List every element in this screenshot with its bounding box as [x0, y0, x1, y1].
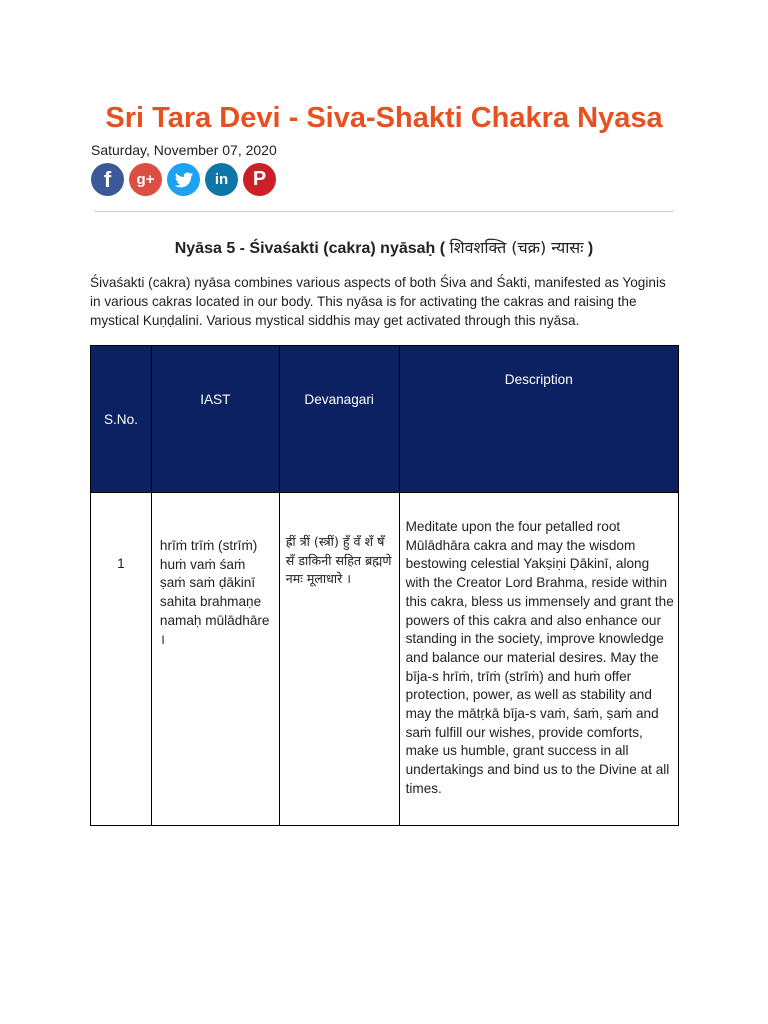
twitter-icon: [174, 170, 194, 190]
header-devanagari: Devanagari: [279, 346, 399, 493]
section-heading-devanagari: शिवशक्ति (चक्र) न्यासः: [449, 238, 584, 257]
googleplus-icon: g+: [136, 171, 155, 188]
linkedin-share-button[interactable]: [205, 163, 238, 196]
section-heading: [0, 236, 768, 258]
nyasa-table: [90, 345, 679, 826]
facebook-share-button[interactable]: [91, 163, 124, 196]
googleplus-share-button[interactable]: [129, 163, 162, 196]
section-heading-close: ): [583, 240, 594, 257]
divider: [94, 211, 674, 212]
share-buttons: [91, 163, 276, 196]
pinterest-share-button[interactable]: [243, 163, 276, 196]
linkedin-icon: in: [214, 171, 229, 188]
header-description: Description: [399, 346, 678, 493]
cell-iast: hrīṁ trīṁ (strīṁ) huṁ vaṁ śaṁ ṣaṁ saṁ ḍākinī sahita brahmaṇe namaḥ mūlādhāre ।: [151, 493, 279, 826]
cell-description: Meditate upon the four petalled root Mūlādhāra cakra and may the wisdom bestowing celestial Yakṣiṇi Ḍākinī, along with the Creator Lord Brahma, reside within this cakra, bless us immensely and grant the powers of this cakra and also enhance our standing in the society, improve knowledge and balance our material desires. May the bīja-s hrīṁ, trīṁ (strīṁ) and huṁ offer protection, power, as well as stability and may the mātṛkā bīja-s vaṁ, śaṁ, ṣaṁ and saṁ fulfill our wishes, provide comforts, make us humble, grant success in all undertakings and bind us to the Divine at all times.: [399, 493, 678, 826]
header-iast: IAST: [151, 346, 279, 493]
cell-devanagari: ह्रीं त्रीं (स्त्रीं) हुँ वँ शँ षँ सँ डाकिनी सहित ब्रह्मणे नमः मूलाधारे ।: [279, 493, 399, 826]
page-title: Sri Tara Devi - Siva-Shakti Chakra Nyasa: [105, 102, 663, 134]
post-date: Saturday, November 07, 2020: [91, 142, 277, 158]
cell-sno: 1: [91, 493, 152, 826]
intro-paragraph: Śivaśakti (cakra) nyāsa combines various aspects of both Śiva and Śakti, manifested as Yoginis in various cakras located in our body. This nyāsa is for activating the cakras and raising the mystical Kuṇḍalini. Various mystical siddhis may get activated through this nyāsa.: [90, 275, 666, 328]
pinterest-icon: P: [252, 168, 267, 190]
table-header-row: [91, 346, 679, 493]
table-row: [91, 493, 679, 826]
header-sno: S.No.: [91, 346, 152, 493]
section-heading-latin: Nyāsa 5 - Śivaśakti (cakra) nyāsaḥ (: [174, 240, 450, 257]
twitter-share-button[interactable]: [167, 163, 200, 196]
facebook-icon: f: [103, 166, 112, 192]
